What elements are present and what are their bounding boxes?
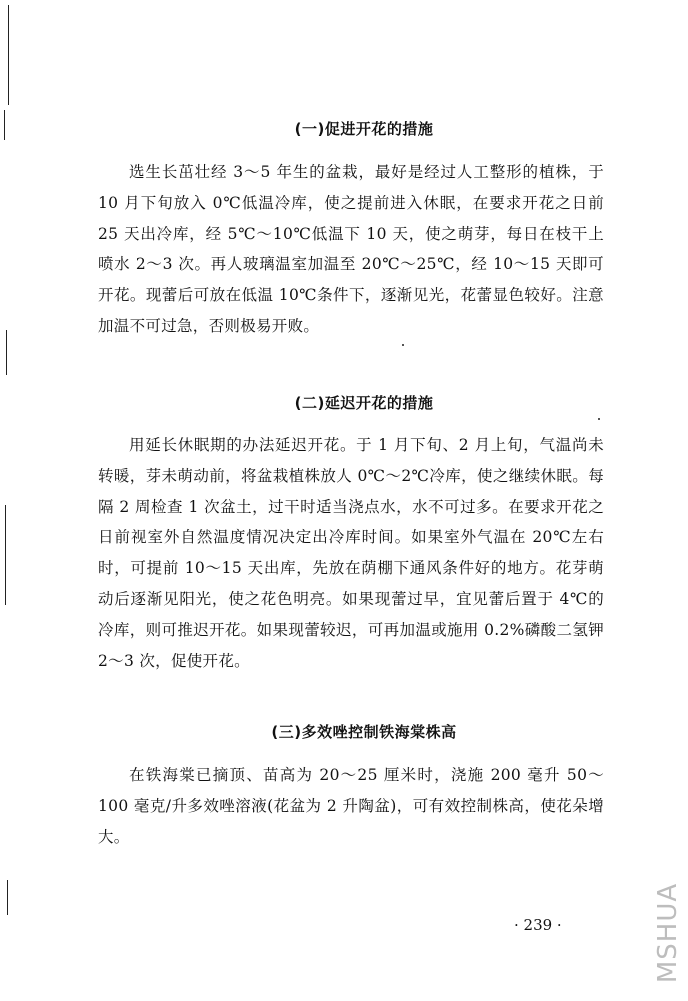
section-paragraph: 用延长休眠期的办法延迟开花。于 1 月下旬、2 月上旬，气温尚未转暖，芽未萌动前，将盆栽植株放人 0℃～2℃冷库，使之继续休眠。每隔 2 周检查 1 次盆土，过干时适当浇点水，水不可过多。在要求开花之日前视室外自然温度情况决定出冷库时间。如果室外气温在 20℃左右时，可提前 10～15 天出库，先放在荫棚下通风条件好的地方。花芽萌动后逐渐见阳光，使之花色明亮。如果现蕾过早，宜见蕾后置于 4℃的冷库，则可推迟开花。如果现蕾较迟，可再加温或施用 0.2%磷酸二氢钾2～3 次，促使开花。: [98, 436, 604, 670]
section-heading: (一)促进开花的措施: [294, 120, 434, 138]
scan-edge-mark: [6, 330, 7, 375]
watermark-logo: [650, 865, 686, 1001]
scan-speck: [402, 344, 404, 346]
page-number: · 239 ·: [514, 916, 562, 934]
watermark-text: MSHUA: [653, 882, 683, 984]
section-paragraph: 在铁海棠已摘顶、苗高为 20～25 厘米时，浇施 200 毫升 50～100 毫克/升多效唑溶液(花盆为 2 升陶盆)，可有效控制株高，使花朵增大。: [98, 766, 604, 846]
scan-edge-mark: [5, 505, 6, 605]
section-paragraph: 选生长茁壮经 3～5 年生的盆栽，最好是经过人工整形的植株，于 10 月下旬放入 0℃低温冷库，使之提前进入休眠，在要求开花之日前 25 天出冷库，经 5℃～10℃低温下 10 天，使之萌芽，每日在枝干上喷水 2～3 次。再人玻璃温室加温至 20℃～25℃，经 10～15 天即可开花。现蕾后可放在低温 10℃条件下，逐渐见光，花蕾显色较好。注意加温不可过急，否则极易开败。: [98, 163, 604, 335]
scan-edge-mark: [4, 110, 5, 140]
section-heading: (二)延迟开花的措施: [294, 394, 434, 412]
scan-edge-mark: [8, 5, 9, 105]
scan-edge-mark: [7, 880, 8, 915]
scan-speck: [598, 418, 600, 420]
section-heading: (三)多效唑控制铁海棠株高: [271, 723, 457, 741]
